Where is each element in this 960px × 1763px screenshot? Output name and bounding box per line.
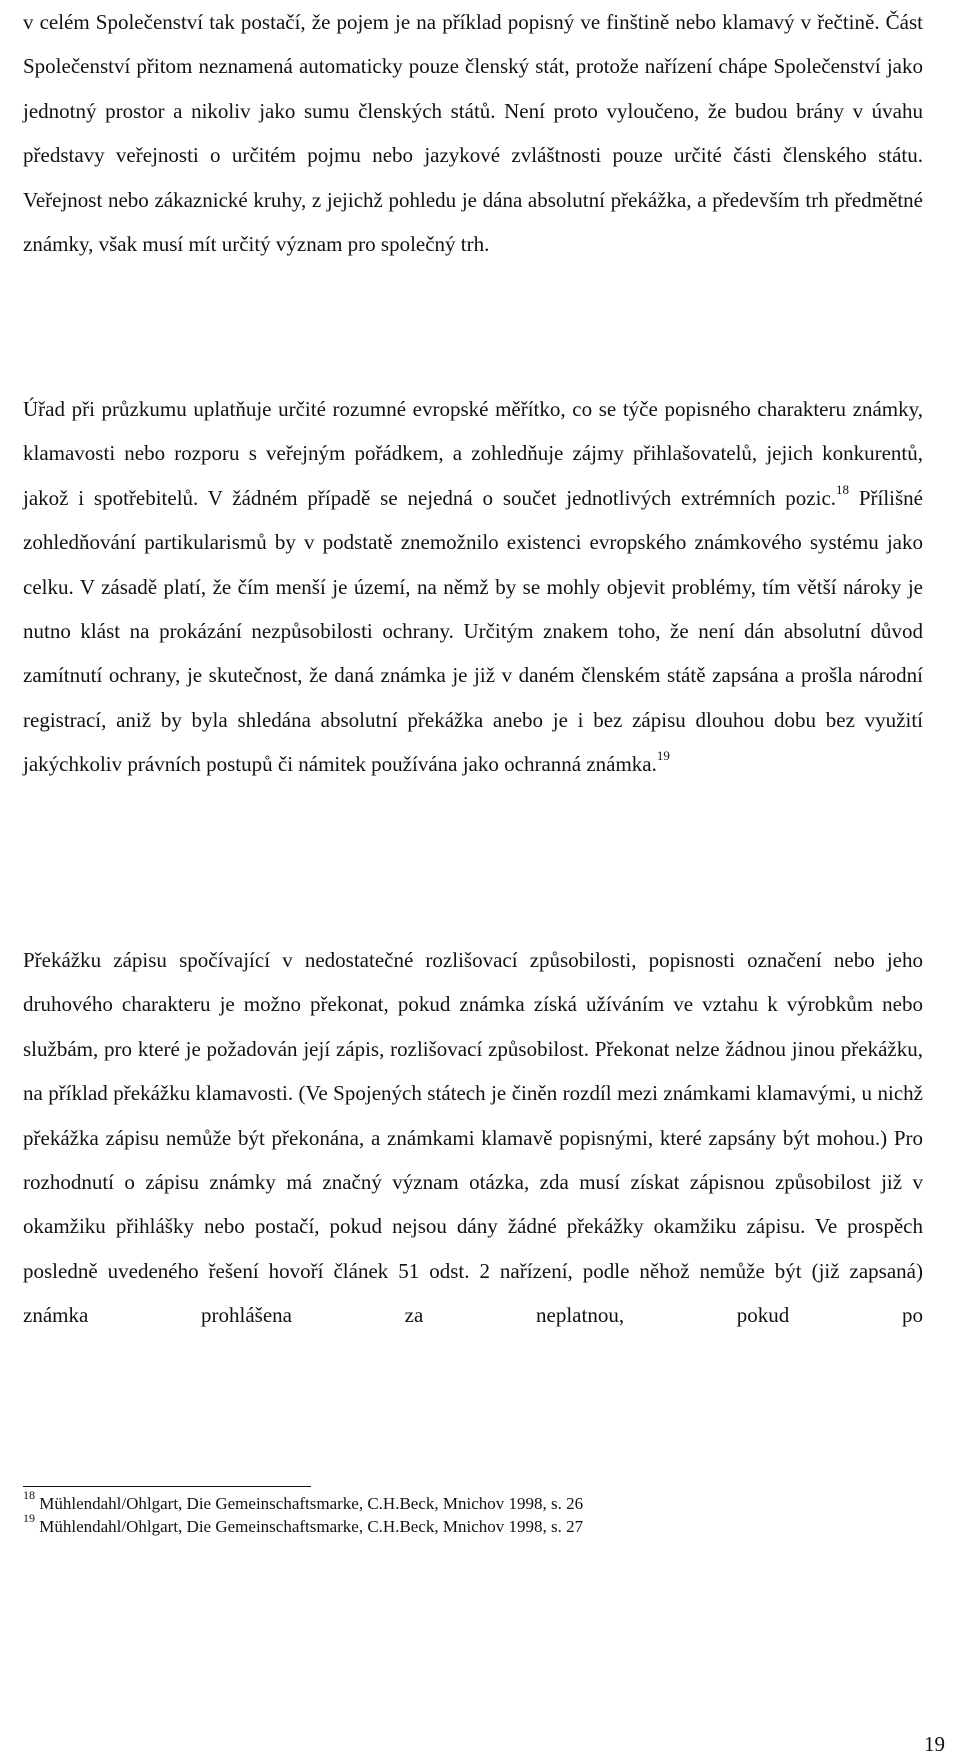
footnote-number: 18 [23,1488,35,1503]
body-paragraph-3: Překážku zápisu spočívající v nedostatečné rozlišovací způsobilosti, popisnosti označení nebo jeho druhového charakteru je možno překonat, pokud známka získá užíváním ve vztahu k výrobkům nebo službám, pro které je požadován její zápis, rozlišovací způsobilost. Překonat nelze žádnou jinou překážku, na příklad překážku klamavosti. (Ve Spojených státech je činěn rozdíl mezi známkami klamavými, u nichž překážka zápisu nemůže být překonána, a známkami klamavě popisnými, které zapsány být mohou.) Pro rozhodnutí o zápisu známky má značný význam otázka, zda musí získat zápisnou způsobilost již v okamžiku přihlášky nebo postačí, pokud nejsou dány žádné překážky okamžiku zápisu. Ve prospěch posledně uvedeného řešení hovoří článek 51 odst. 2 nařízení, podle něhož nemůže být (již zapsaná) známka prohlášena za neplatnou, pokud po [23,948,923,1328]
footnote-ref-19[interactable]: 19 [656,748,670,764]
footnote-text: Mühlendahl/Ohlgart, Die Gemeinschaftsmarke, C.H.Beck, Mnichov 1998, s. 27 [39,1517,584,1536]
footnotes [23,1488,923,1538]
footnote-19 [23,1511,923,1538]
footnote-text: Mühlendahl/Ohlgart, Die Gemeinschaftsmarke, C.H.Beck, Mnichov 1998, s. 26 [39,1494,584,1513]
page-number: 19 [924,1732,945,1756]
footnote-18 [23,1488,923,1515]
paragraph-2-text-a: Úřad při průzkumu uplatňuje určité rozumné evropské měřítko, co se týče popisného charakteru známky, klamavosti nebo rozporu s veřejným pořádkem, a zohledňuje zájmy přihlašovatelů, jejich konkurentů, jakož i spotřebitelů. V žádném případě se nejedná o součet jednotlivých extrémních pozic. [23,397,923,510]
body-paragraph-1: v celém Společenství tak postačí, že pojem je na příklad popisný ve finštině nebo klamavý v řečtině. Část Společenství přitom neznamená automaticky pouze členský stát, protože nařízení chápe Společenství jako jednotný prostor a nikoliv jako sumu členských států. Není proto vyloučeno, že budou brány v úvahu představy veřejnosti o určitém pojmu nebo jazykové zvláštnosti pouze určité části členského státu. Veřejnost nebo zákaznické kruhy, z jejichž pohledu je dána absolutní překážka, a především trh předmětné známky, však musí mít určitý význam pro společný trh. [23,10,923,257]
paragraph-2-text-b: Přílišné zohledňování partikularismů by v podstatě znemožnilo existenci evropského známkového systému jako celku. V zásadě platí, že čím menší je území, na němž by se mohly objevit problémy, tím větší nároky je nutno klást na prokázání nezpůsobilosti ochrany. Určitým znakem toho, že není dán absolutní důvod zamítnutí ochrany, je skutečnost, že daná známka je již v daném členském státě zapsána a prošla národní registrací, aniž by byla shledána absolutní překážka anebo je i bez zápisu dlouhou dobu bez využití jakýchkoliv právních postupů či námitek používána jako ochranná známka. [23,485,923,777]
footnote-number: 19 [23,1511,35,1526]
footnote-separator [23,1486,311,1487]
footnote-ref-18[interactable]: 18 [836,481,850,497]
body-paragraph-2 [23,387,923,787]
